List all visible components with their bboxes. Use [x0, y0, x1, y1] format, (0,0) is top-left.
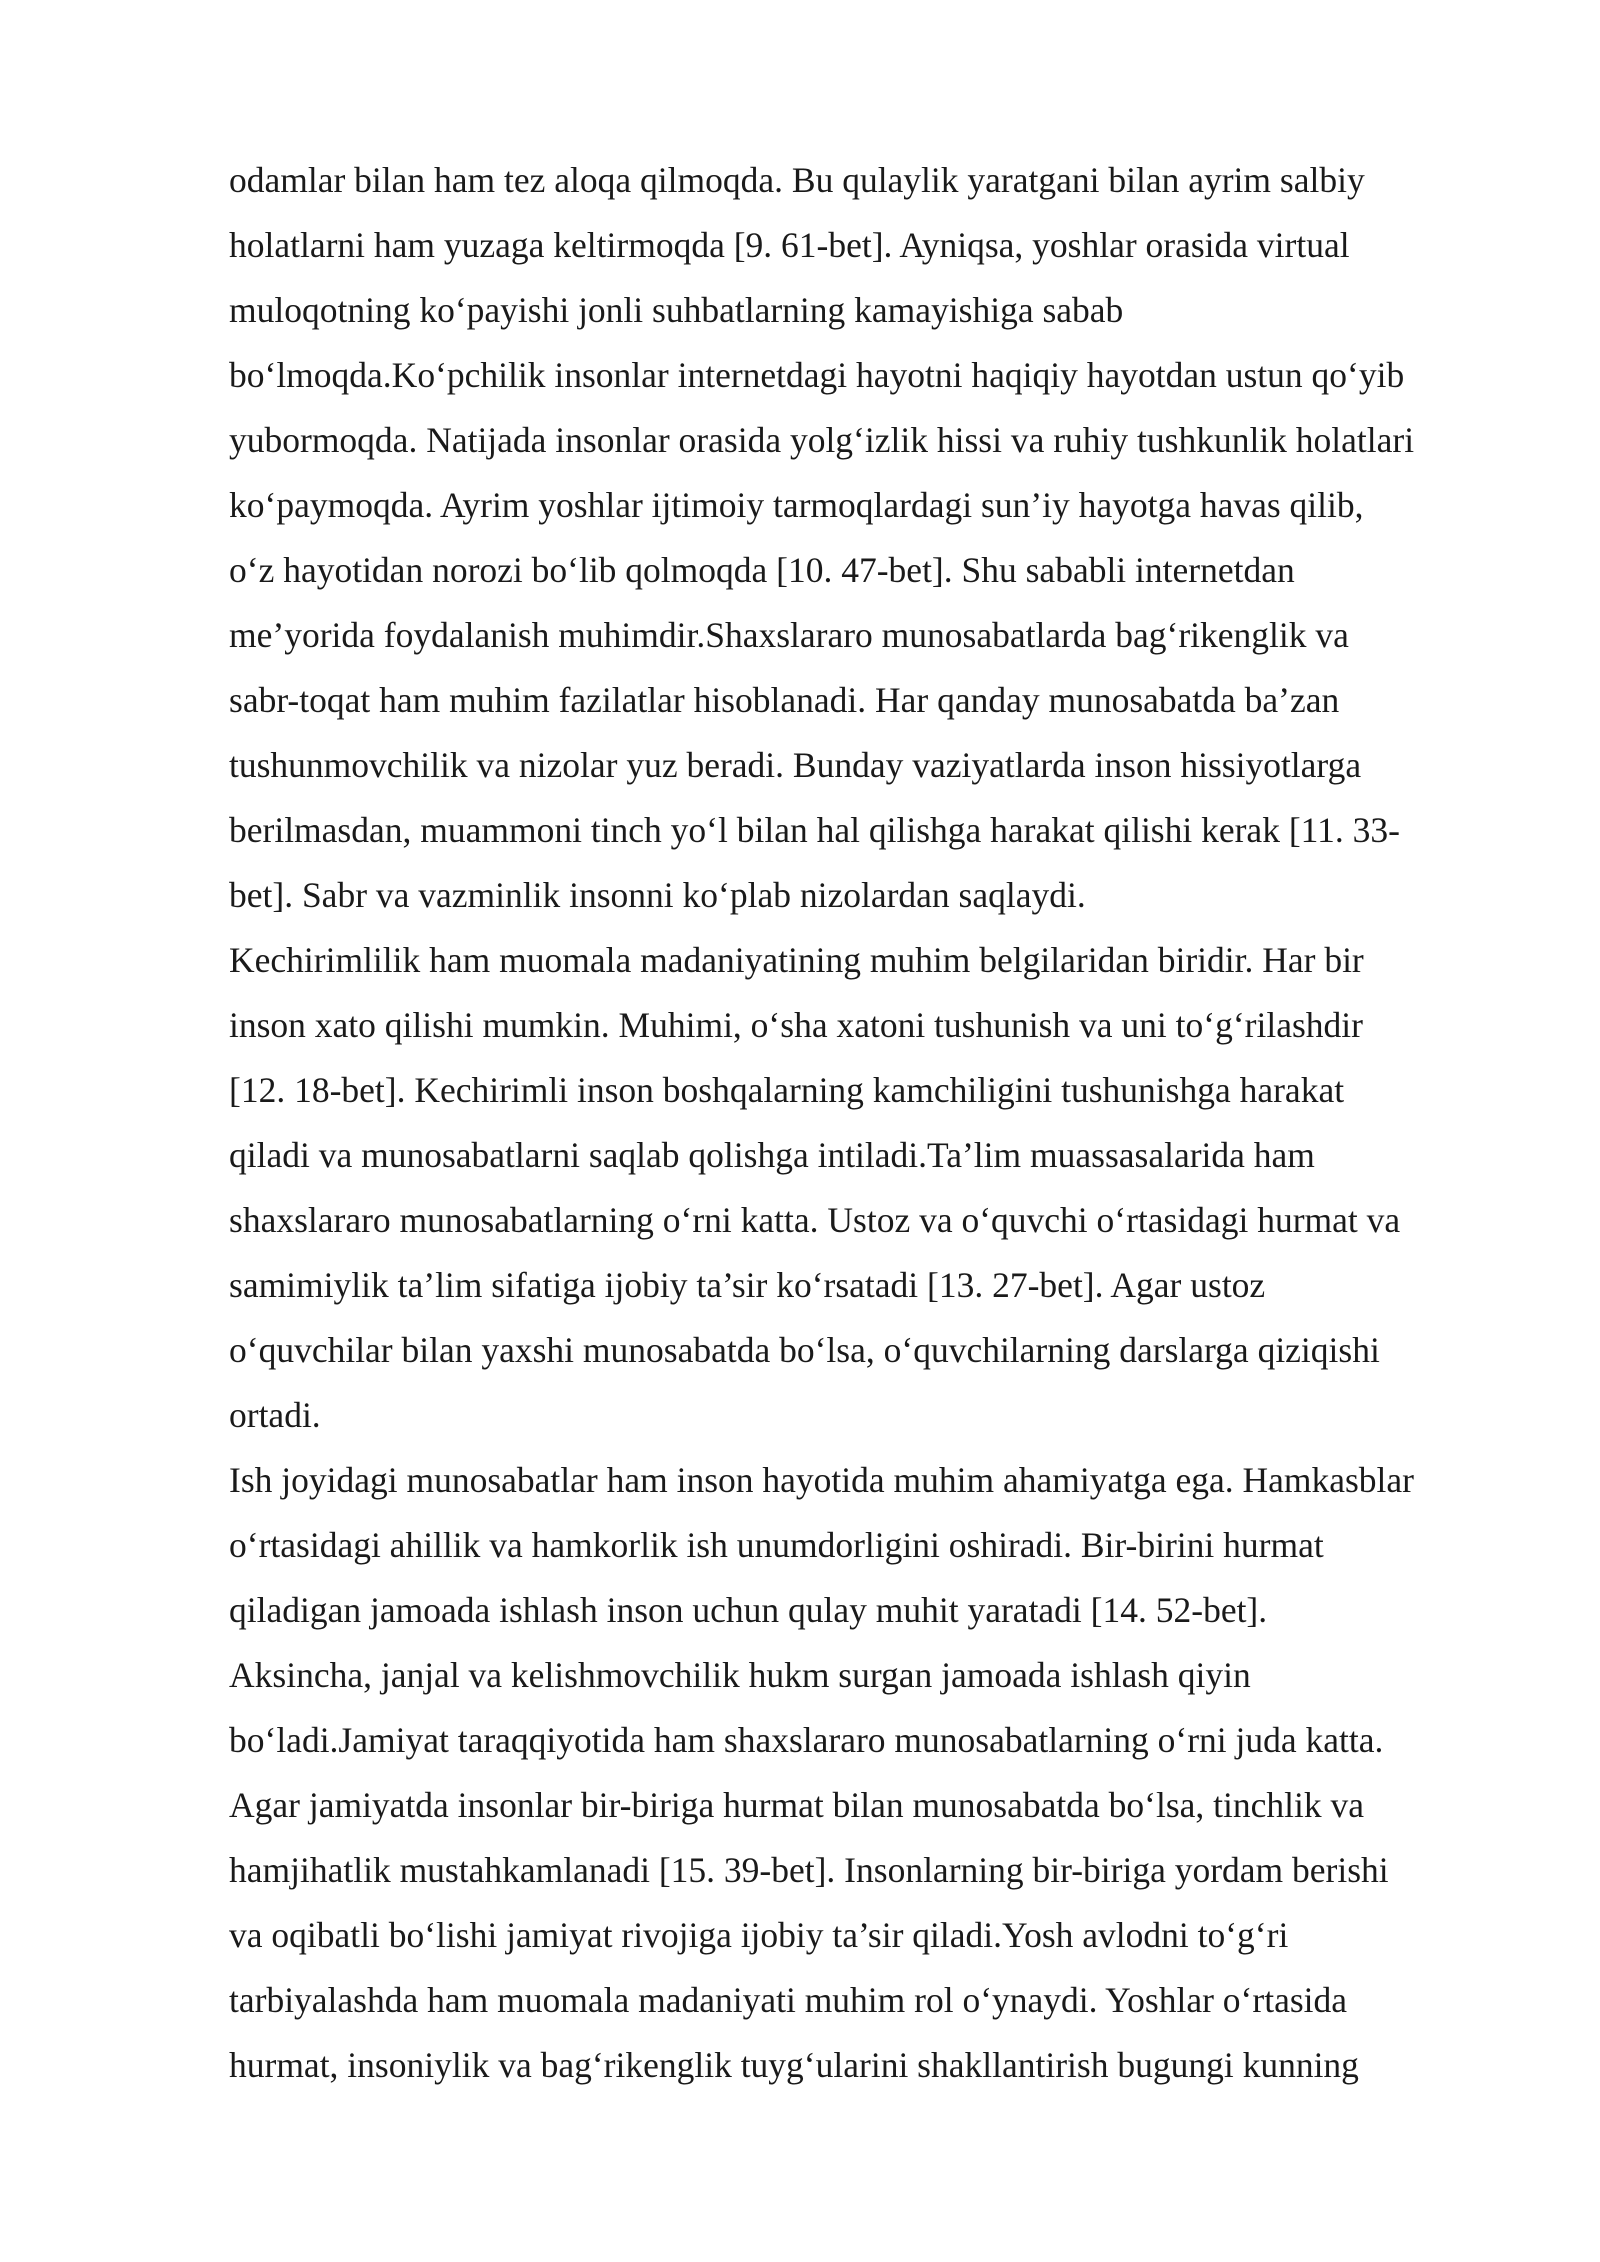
text-line: qiladigan jamoada ishlash inson uchun qulay muhit yaratadi [14. 52-bet].	[229, 1590, 1268, 1630]
text-line: Kechirimlilik ham muomala madaniyatining muhim belgilaridan biridir. Har bir	[229, 940, 1364, 980]
text-line: inson xato qilishi mumkin. Muhimi, o‘sha xatoni tushunish va uni to‘g‘rilashdir	[229, 1005, 1363, 1045]
text-line: me’yorida foydalanish muhimdir.Shaxslararo munosabatlarda bag‘rikenglik va	[229, 615, 1349, 655]
text-line: shaxslararo munosabatlarning o‘rni katta. Ustoz va o‘quvchi o‘rtasidagi hurmat va	[229, 1200, 1401, 1240]
text-line: berilmasdan, muammoni tinch yo‘l bilan hal qilishga harakat qilishi kerak [11. 33-	[229, 810, 1400, 850]
body-text	[229, 148, 1509, 2098]
text-line: o‘quvchilar bilan yaxshi munosabatda bo‘lsa, o‘quvchilarning darslarga qiziqishi	[229, 1330, 1380, 1370]
text-line: bo‘ladi.Jamiyat taraqqiyotida ham shaxslararo munosabatlarning o‘rni juda katta.	[229, 1720, 1384, 1760]
text-line: bet]. Sabr va vazminlik insonni ko‘plab nizolardan saqlaydi.	[229, 875, 1086, 915]
text-line: yubormoqda. Natijada insonlar orasida yolg‘izlik hissi va ruhiy tushkunlik holatlari	[229, 420, 1415, 460]
text-line: Agar jamiyatda insonlar bir-biriga hurmat bilan munosabatda bo‘lsa, tinchlik va	[229, 1785, 1364, 1825]
text-line: ortadi.	[229, 1395, 321, 1435]
text-line: sabr-toqat ham muhim fazilatlar hisoblanadi. Har qanday munosabatda ba’zan	[229, 680, 1340, 720]
text-line: bo‘lmoqda.Ko‘pchilik insonlar internetdagi hayotni haqiqiy hayotdan ustun qo‘yib	[229, 355, 1405, 395]
text-line: hamjihatlik mustahkamlanadi [15. 39-bet]. Insonlarning bir-biriga yordam berishi	[229, 1850, 1389, 1890]
text-line: qiladi va munosabatlarni saqlab qolishga intiladi.Ta’lim muassasalarida ham	[229, 1135, 1315, 1175]
text-line: va oqibatli bo‘lishi jamiyat rivojiga ijobiy ta’sir qiladi.Yosh avlodni to‘g‘ri	[229, 1915, 1289, 1955]
text-line: holatlarni ham yuzaga keltirmoqda [9. 61-bet]. Ayniqsa, yoshlar orasida virtual	[229, 225, 1350, 265]
text-line: [12. 18-bet]. Kechirimli inson boshqalarning kamchiligini tushunishga harakat	[229, 1070, 1345, 1110]
text-line: ko‘paymoqda. Ayrim yoshlar ijtimoiy tarmoqlardagi sun’iy hayotga havas qilib,	[229, 485, 1364, 525]
text-line: o‘rtasidagi ahillik va hamkorlik ish unumdorligini oshiradi. Bir-birini hurmat	[229, 1525, 1324, 1565]
text-line: Ish joyidagi munosabatlar ham inson hayotida muhim ahamiyatga ega. Hamkasblar	[229, 1460, 1415, 1500]
text-line: odamlar bilan ham tez aloqa qilmoqda. Bu qulaylik yaratgani bilan ayrim salbiy	[229, 160, 1365, 200]
text-line: tushunmovchilik va nizolar yuz beradi. Bunday vaziyatlarda inson hissiyotlarga	[229, 745, 1362, 785]
text-line: tarbiyalashda ham muomala madaniyati muhim rol o‘ynaydi. Yoshlar o‘rtasida	[229, 1980, 1348, 2020]
text-line: muloqotning ko‘payishi jonli suhbatlarning kamayishiga sabab	[229, 290, 1124, 330]
text-line: Aksincha, janjal va kelishmovchilik hukm surgan jamoada ishlash qiyin	[229, 1655, 1251, 1695]
text-line: o‘z hayotidan norozi bo‘lib qolmoqda [10. 47-bet]. Shu sababli internetdan	[229, 550, 1295, 590]
text-line: samimiylik ta’lim sifatiga ijobiy ta’sir ko‘rsatadi [13. 27-bet]. Agar ustoz	[229, 1265, 1266, 1305]
text-line: hurmat, insoniylik va bag‘rikenglik tuyg‘ularini shakllantirish bugungi kunning	[229, 2045, 1359, 2085]
